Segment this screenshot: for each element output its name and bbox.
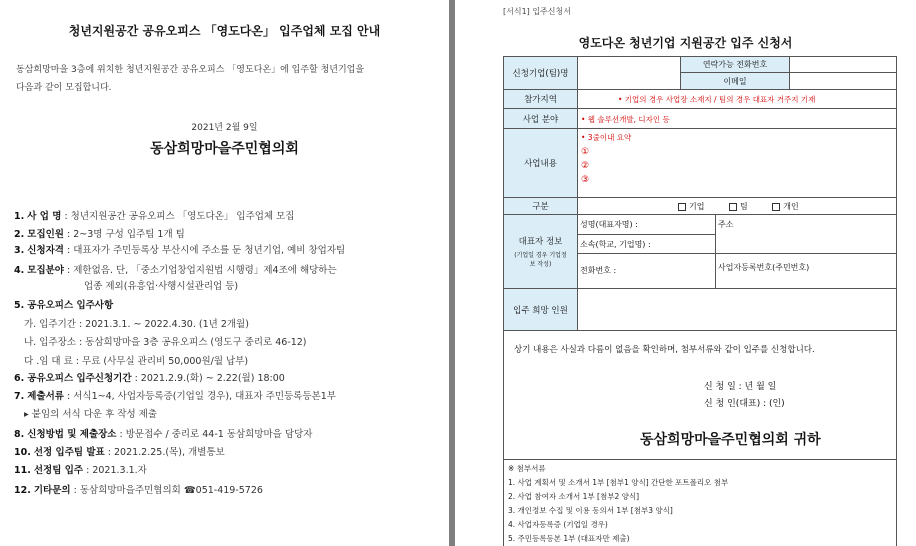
rep-affil-field[interactable]: 소속(학교, 기업명) :: [577, 234, 716, 254]
checkbox-company[interactable]: [678, 203, 686, 211]
item-label: 선정 입주팀 발표: [33, 447, 105, 458]
email-label: 이메일: [680, 72, 790, 90]
notice-item: [14, 444, 225, 458]
field-note: • 웹 솔루션개발, 디자인 등: [581, 115, 670, 124]
item-label: 신청자격: [27, 245, 64, 256]
form-tag: [서식1] 입주신청서: [503, 7, 571, 16]
notice-item: [24, 353, 248, 367]
item-number: 8.: [14, 429, 25, 440]
item-label: 공유오피스 입주신청기간: [27, 373, 132, 384]
region-input[interactable]: [577, 89, 897, 109]
item-number: 5.: [14, 300, 25, 311]
attachments-title: ※ 첨부서류: [508, 464, 546, 473]
item-number: 3.: [14, 245, 25, 256]
item-text: 업종 제외(유흥업·사행시설관리업 등): [84, 281, 239, 292]
attachment-item: 5. 주민등록등본 1부 (대표자만 제출): [508, 534, 630, 543]
notice-item: [14, 242, 345, 256]
item-number: 12.: [14, 485, 31, 496]
members-input[interactable]: [577, 288, 897, 331]
phone-label: 연락가능 전화번호: [680, 56, 790, 73]
content-mark-3: ③: [581, 175, 590, 185]
members-label: 입주 희망 인원: [503, 288, 578, 331]
item-number: 1.: [14, 211, 25, 222]
item-text: : 청년지원공간 공유오피스 「영도다온」 입주업체 모집: [64, 211, 295, 222]
item-label: 기타문의: [33, 485, 71, 496]
item-label: 제출서류: [27, 391, 64, 402]
item-text: 나. 입주장소 : 동삼희망마을 3층 공유오피스 (영도구 중리로 46-12): [24, 337, 307, 348]
content-label: 사업내용: [503, 128, 578, 198]
checkbox-individual[interactable]: [772, 203, 780, 211]
notice-item: [24, 334, 307, 348]
confirm-section: [503, 330, 897, 460]
attachment-item: 2. 사업 참여자 소개서 1부 [첨부2 양식]: [508, 492, 640, 501]
attachment-item: 3. 개인정보 수집 및 이용 동의서 1부 [첨부3 양식]: [508, 506, 673, 515]
notice-item: [14, 208, 294, 222]
organization-name: 동삼희망마을주민협의회: [150, 141, 299, 157]
type-option-team[interactable]: 팀: [729, 202, 748, 211]
item-number: 7.: [14, 391, 25, 402]
item-text: : 2021.2.25.(목), 개별통보: [107, 447, 225, 458]
type-options: [577, 197, 897, 215]
item-label: 공유오피스 입주사항: [27, 300, 114, 311]
notice-item: [14, 426, 312, 440]
phone-input[interactable]: [789, 56, 897, 73]
notice-item: [14, 388, 336, 402]
notice-item: [84, 278, 238, 292]
attachments-section: [503, 459, 897, 546]
item-number: 4.: [14, 265, 25, 276]
item-text: : 서식1~4, 사업자등록증(기업일 경우), 대표자 주민등록등본1부: [67, 391, 336, 402]
rep-label-cell: [503, 214, 578, 289]
item-text: 가. 입주기간 : 2021.3.1. ~ 2022.4.30. (1년 2개월): [24, 319, 249, 330]
field-input[interactable]: [577, 108, 897, 129]
form-title: 영도다온 청년기업 지원공간 입주 신청서: [578, 36, 793, 50]
item-text: : 대표자가 주민등록상 부산시에 주소를 둔 청년기업, 예비 창업자팀: [67, 245, 346, 256]
type-label: 구분: [503, 197, 578, 215]
item-label: 모집인원: [27, 229, 64, 240]
attachment-item: 4. 사업자등록증 (기업일 경우): [508, 520, 608, 529]
applicant-label: 신청기업(팀)명: [503, 56, 578, 90]
rep-bizno-field[interactable]: 사업자등록번호(주민번호): [715, 253, 897, 289]
item-text: : 제한없음. 단, 「중소기업창업지원법 시행령」제4조에 해당하는: [67, 265, 337, 276]
notice-item: [24, 406, 157, 420]
item-text: : 2~3명 구성 입주팀 1개 팀: [67, 229, 185, 240]
rep-sublabel: (기업일 경우 기업정보 작성): [514, 252, 567, 268]
page-right: [455, 0, 916, 546]
applicant-input[interactable]: [577, 56, 681, 90]
notice-date: 2021년 2월 9일: [191, 123, 258, 133]
content-note: • 3줄이내 요약: [581, 133, 632, 142]
notice-item: [14, 462, 147, 476]
notice-title: 청년지원공간 공유오피스 「영도다온」 입주업체 모집 안내: [68, 24, 381, 38]
region-label: 참가지역: [503, 89, 578, 109]
field-label: 사업 분야: [503, 108, 578, 129]
email-input[interactable]: [789, 72, 897, 90]
confirm-text: 상기 내용은 사실과 다름이 없음을 확인하며, 첨부서류와 같이 입주를 신청합니다.: [514, 345, 815, 355]
intro-line-2: 다음과 같이 모집합니다.: [16, 83, 112, 93]
apply-date: 신 청 일 : 년 월 일: [704, 382, 777, 392]
type-option-company[interactable]: 기업: [678, 202, 704, 211]
notice-item: [14, 226, 185, 240]
addressee: 동삼희망마을주민협의회 귀하: [640, 432, 821, 448]
page-left: [0, 0, 449, 546]
rep-name-field[interactable]: 성명(대표자명) :: [577, 214, 716, 235]
notice-item: [14, 262, 337, 276]
checkbox-team[interactable]: [729, 203, 737, 211]
content-mark-2: ②: [581, 161, 590, 171]
attachment-item: 1. 사업 계획서 및 소개서 1부 [첨부1 양식] 간단한 포트폴리오 첨부: [508, 478, 729, 487]
applicant-sign: 신 청 인(대표) : (인): [704, 399, 785, 409]
item-text: ▸ 붙임의 서식 다운 후 작성 제출: [24, 409, 158, 420]
notice-item: [14, 482, 263, 496]
attachments-list: [508, 477, 896, 544]
rep-label: 대표자 정보: [518, 237, 563, 247]
intro-line-1: 동삼희망마을 3층에 위치한 청년지원공간 공유오피스 「영도다온」에 입주할 청년기업을: [16, 65, 365, 75]
region-note: • 기업의 경우 사업장 소재지 / 팀의 경우 대표자 거주지 기재: [618, 95, 816, 104]
notice-item: [14, 297, 113, 311]
item-text: : 2021.3.1.자: [86, 465, 147, 476]
rep-address-field[interactable]: 주소: [715, 214, 897, 254]
item-label: 모집분야: [27, 265, 64, 276]
item-number: 2.: [14, 229, 25, 240]
content-mark-1: ①: [581, 147, 590, 157]
content-input[interactable]: [577, 128, 897, 198]
item-label: 사 업 명: [27, 211, 62, 222]
item-text: : 2021.2.9.(화) ~ 2.22(월) 18:00: [134, 373, 285, 384]
item-label: 선정팀 입주: [33, 465, 84, 476]
notice-item: [24, 316, 249, 330]
item-text: 다 .임 대 료 : 무료 (사무실 관리비 50,000원/월 납부): [24, 356, 249, 367]
item-text: : 동삼희망마을주민협의회 ☎051-419-5726: [73, 485, 263, 496]
item-label: 신청방법 및 제출장소: [27, 429, 117, 440]
rep-phone-field[interactable]: 전화번호 :: [577, 253, 716, 289]
item-number: 11.: [14, 465, 31, 476]
item-number: 10.: [14, 447, 31, 458]
item-text: : 방문접수 / 중리로 44-1 동삼희망마을 담당자: [119, 429, 313, 440]
type-option-individual[interactable]: 개인: [772, 202, 798, 211]
notice-item: [14, 370, 285, 384]
item-number: 6.: [14, 373, 25, 384]
